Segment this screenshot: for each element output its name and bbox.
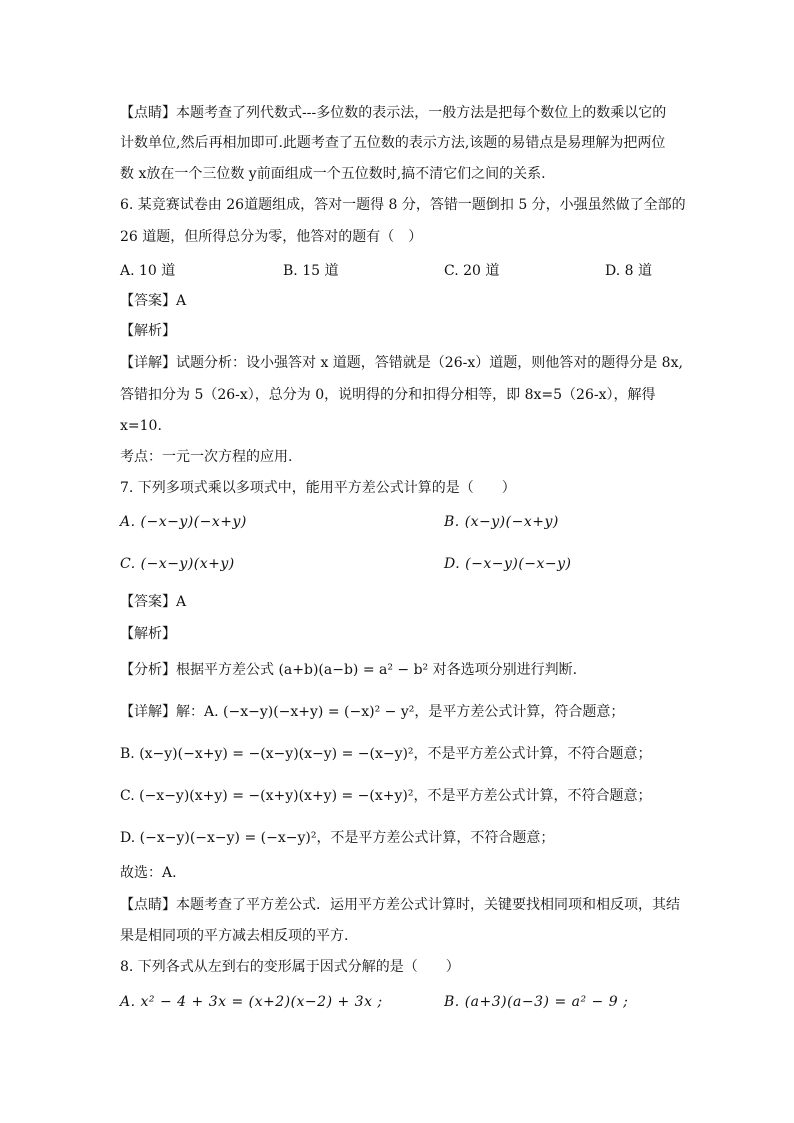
q7-analysis-heading: 【解析】: [120, 626, 176, 642]
q6-stem-line2: 26 道题，但所得总分为零，他答对的题有（ ）: [120, 229, 423, 245]
q6-stem-line1: 6. 某竞赛试卷由 26道题组成，答对一题得 8 分，答错一题倒扣 5 分，小强虽然做了全部的: [120, 197, 686, 213]
q7-fenxi: 【分析】根据平方差公式 (a+b)(a−b) = a² − b² 对各选项分别进行判断.: [120, 662, 578, 678]
q7-choose: 故选：A.: [120, 865, 177, 881]
q6-analysis-heading: 【解析】: [120, 323, 176, 339]
q7-stem: 7. 下列多项式乘以多项式中，能用平方差公式计算的是（ ）: [120, 480, 516, 496]
q6-option-b: B. 15 道: [283, 263, 339, 279]
q6-option-d: D. 8 道: [605, 263, 652, 279]
q7-option-a: A. (−x−y)(−x+y): [120, 514, 247, 530]
q7-option-c: C. (−x−y)(x+y): [120, 556, 235, 572]
q6-detail-line2: 答错扣分为 5（26-x），总分为 0，说明得的分和扣得分相等，即 8x=5（26-x），解得: [120, 387, 656, 403]
q7-dianjing-line2: 果是相同项的平方减去相反项的平方.: [120, 928, 349, 944]
q6-detail-line1: 【详解】试题分析：设小强答对 x 道题，答错就是（26-x）道题，则他答对的题得分是 8x,: [120, 355, 683, 371]
q8-stem: 8. 下列各式从左到右的变形属于因式分解的是（ ）: [120, 959, 460, 975]
q7-detail-c: C. (−x−y)(x+y) = −(x+y)(x+y) = −(x+y)²，不是平方差公式计算，不符合题意；: [120, 788, 652, 804]
q6-option-c: C. 20 道: [444, 263, 500, 279]
q6-detail-line3: x=10.: [120, 418, 162, 434]
q7-detail-b: B. (x−y)(−x+y) = −(x−y)(x−y) = −(x−y)²，不是平方差公式计算，不符合题意；: [120, 746, 652, 762]
note5-line1: 【点睛】本题考查了列代数式---多位数的表示法，一般方法是把每个数位上的数乘以它的: [120, 105, 667, 121]
note5-line2: 计数单位,然后再相加即可.此题考查了五位数的表示方法,该题的易错点是易理解为把两位: [120, 135, 666, 151]
q7-option-d: D. (−x−y)(−x−y): [444, 556, 572, 572]
q8-option-b: B. (a+3)(a−3) = a² − 9 ;: [444, 994, 629, 1010]
q7-detail-a: 【详解】解：A. (−x−y)(−x+y) = (−x)² − y²，是平方差公式计算，符合题意；: [120, 704, 625, 720]
note5-line3: 数 x放在一个三位数 y前面组成一个五位数时,搞不清它们之间的关系.: [120, 166, 546, 182]
q7-option-b: B. (x−y)(−x+y): [444, 514, 559, 530]
q7-dianjing-line1: 【点睛】本题考查了平方差公式．运用平方差公式计算时，关键要找相同项和相反项，其结: [120, 897, 680, 913]
q8-option-a: A. x² − 4 + 3x = (x+2)(x−2) + 3x ;: [120, 994, 383, 1010]
q7-detail-d: D. (−x−y)(−x−y) = (−x−y)²，不是平方差公式计算，不符合题意；: [120, 830, 555, 846]
q6-answer: 【答案】A: [120, 293, 187, 309]
q6-kaodian: 考点：一元一次方程的应用.: [120, 449, 293, 465]
q7-answer: 【答案】A: [120, 594, 187, 610]
q6-option-a: A. 10 道: [120, 263, 176, 279]
